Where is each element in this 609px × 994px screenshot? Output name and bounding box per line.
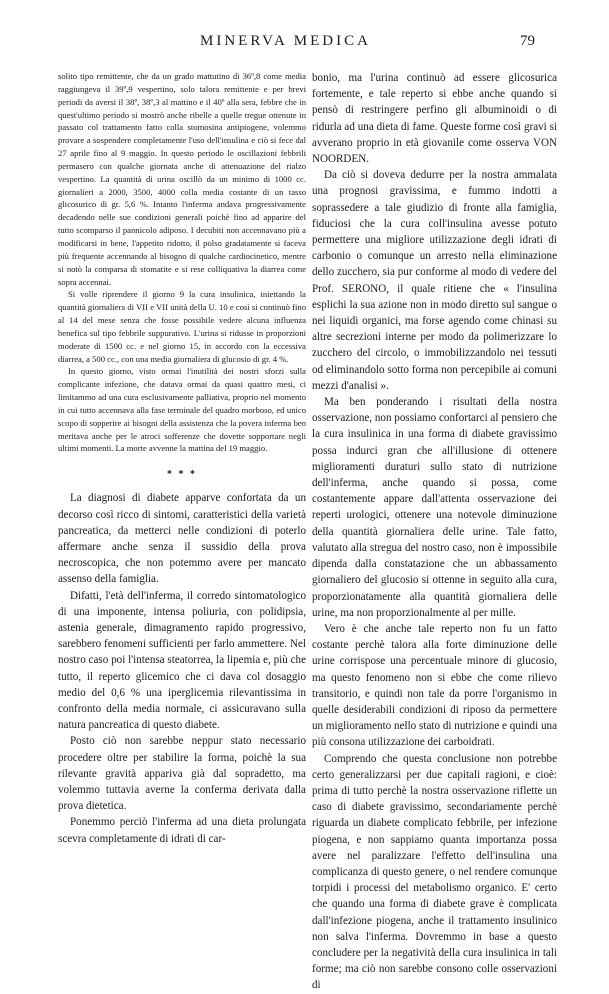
section-separator: * * * xyxy=(167,469,197,481)
page-number: 79 xyxy=(520,33,535,49)
body-paragraph: Ma ben ponderando i risultati della nostra osservazione, non possiamo confortarci al pensiero che la cura insulinica in una forma di diabete gravissimo possa indurci gran che all'illusione di ottenere miglioramenti duraturi sullo stato di nutrizione dell'inferma, anche quando si possa, come costantemente appare dall'attenta osservazione dei reperti urologici, ottenere una notevole diminuzione della quantità giornaliera delle urine. Tale fatto, valutato alla stregua del nostro caso, non è impossibile dipenda dalla constatazione che un abbassamento giornaliero del glucosio si ottenne in seguito alla cura, proporzionatamente alla quantità giornaliera delle urine, ma non proporzionalmente al per mille. xyxy=(312,396,557,619)
body-paragraph: Da ciò si doveva dedurre per la nostra ammalata una prognosi gravissima, e fummo indotti a soprassedere a tale giudizio di fronte alla famiglia, fiduciosi che la cura coll'insulina avesse potuto permettere una migliore utilizzazione degli idrati di carbonio o comunque un arresto nella eliminazione dello zucchero, sia pur conforme al modo di vedere del Prof. SERONO, il quale ritiene che « l'insulina esplichi la sua azione non in modo diretto sul sangue o nei liquidi organici, ma forse agendo come chinasi su altre secrezioni interne per modo da polimerizzare lo zucchero del circolo, o immobilizzandolo nei tessuti od eliminandolo sotto forma non percepibile ai comuni mezzi d'analisi ». xyxy=(312,169,557,392)
body-paragraph: Vero è che anche tale reperto non fu un fatto costante perchè talora alla forte diminuzione delle urine corrispose una percentuale minore di glucosio, ma questo fenomeno non si ebbe che come rilievo transitorio, e quindi non tale da porre l'organismo in quelle desiderabili condizioni di riposo da permettere un miglioramento nello stato di nutrizione e quindi una più consona utilizzazione dei carboidrati. xyxy=(312,622,557,749)
body-paragraph: Comprendo che questa conclusione non potrebbe certo generalizzarsi per due capitali ragioni, e cioè: prima di tutto perchè la nostra osservazione riflette un caso di diabete gravissimo, secondariamente perchè riguarda un diabete complicato febbrile, per infezione piogena, e non sappiamo quanta importanza possa avere nel paralizzare l'effetto dell'insulina una complicanza di questo genere, o nel rendere comunque torpidi i processi del metabolismo organico. E' certo che quando una forma di diabete grave è complicata dall'infezione piogena, anche il trattamento insulinico non salva l'inferma. Dovremmo in base a questo concludere per la negatività della cura insulinica in tali forme; ma ciò non sarebbe consono colle osservazioni di xyxy=(312,752,557,992)
journal-title: MINERVA MEDICA xyxy=(200,33,371,49)
body-paragraph: Posto ciò non sarebbe neppur stato necessario procedere oltre per stabilire la forma, poichè la sua rilevante gravità appariva già dal sopradetto, ma volemmo tuttavia averne la conferma derivata dalla prova dietetica. xyxy=(58,735,306,813)
case-report-paragraph: In questo giorno, visto ormai l'inutilità dei nostri sforzi sulla complicante infezione, che datava ormai da quasi quattro mesi, ci limitammo ad una cura esclusivamente palliativa, proprio nel momento in cui tutto accennava alla fase terminale del quadro morboso, ed unico scopo di sopperire ai bisogni della assistenza che la povera inferma ben meritava anche per le atroci sofferenze che dovette sopportare negli ultimi momenti. La morte avvenne la mattina del 19 maggio. xyxy=(58,366,306,454)
body-paragraph: La diagnosi di diabete apparve confortata da un decorso così ricco di sintomi, caratteristici della varietà pancreatica, da metterci nelle condizioni di poterlo affermare anche senza il sussidio della prova necroscopica, che non potemmo avere per mancato assenso della famiglia. xyxy=(58,492,306,586)
right-column xyxy=(312,70,557,994)
body-paragraph: bonio, ma l'urina continuò ad essere glicosurica fortemente, e tale reperto si ebbe anche quando si pensò di restringere perfino gli albuminoidi o di ridurla ad una dieta di fame. Queste forme così gravi si avverano proprio in età giovanile come osserva VON NOORDEN. xyxy=(312,72,557,166)
left-column xyxy=(58,70,306,847)
body-paragraph: Ponemmo perciò l'inferma ad una dieta prolungata scevra completamente di idrati di car- xyxy=(58,816,306,845)
case-report-paragraph: Si volle riprendere il giorno 9 la cura insulinica, iniettando la quantità giornaliera di VII e VII unità della U. 10 e così si continuò fino al 14 del mese senza che fosse possibile vedere alcuna influenza benefica sul tipo febbrile suppurativo. L'urina si ridusse in proporzioni moderate di 1500 cc. e nel giorno 15, in accordo con la eccessiva diarrea, a 500 cc., con una media giornaliera di glucosio di gr. 4 %. xyxy=(58,289,306,364)
body-paragraph: Difatti, l'età dell'inferma, il corredo sintomatologico di una imponente, intensa poliuria, con polidipsia, astenia generale, dimagramento rapido progressivo, sarebbero fenomeni sufficienti per farlo ammettere. Nel nostro caso poi l'intensa steatorrea, la lipemia e, più che tutto, il reperto glicemico che ci dava col dosaggio medio del 0,6 % una iperglicemia rilevantissima in confronto della media normale, ci assicuravano sulla natura pancreatica di questo diabete. xyxy=(58,589,306,732)
page-header xyxy=(0,33,609,57)
case-report-paragraph: solito tipo remittente, che da un grado mattutino di 36º,8 come media raggiungeva il 39º,9 vespertino, solo talora remittente e per brevi periodi da aversi il 38º, 38º,3 al mattino e il 40º alla sera, febbre che in quest'ultimo periodo si mostrò anche ribelle a quelle tregue ottenute in passato col trattamento fatto colla stomosina antipiogene, volemmo provare a sospendere completamente l'uso dell'insulina e ciò si fece dal 27 aprile fino al 9 maggio. In questo periodo le oscillazioni febbrili permasero con qualche giornata anche di attenuazione del rialzo vespertino. La quantità di urina oscillò da un minimo di 1000 cc. giornalieri a 2000, 3500, 4000 colla media costante di un tasso glicosurico di gr. 5,6 %. Intanto l'inferma andava progressivamente decadendo nelle sue condizioni generali poichè fino ad apparire del tutto scomparso il pannicolo adiposo. I decubiti non accennavano più a modificarsi in bene, l'appetito ridotto, il polso gradatamente si faceva più frequente accennando al bisogno di qualche cardiocinetico, mentre si notò la comparsa di stomatite e si rese colliquativa la diarrea come sopra accennai. xyxy=(58,71,306,287)
